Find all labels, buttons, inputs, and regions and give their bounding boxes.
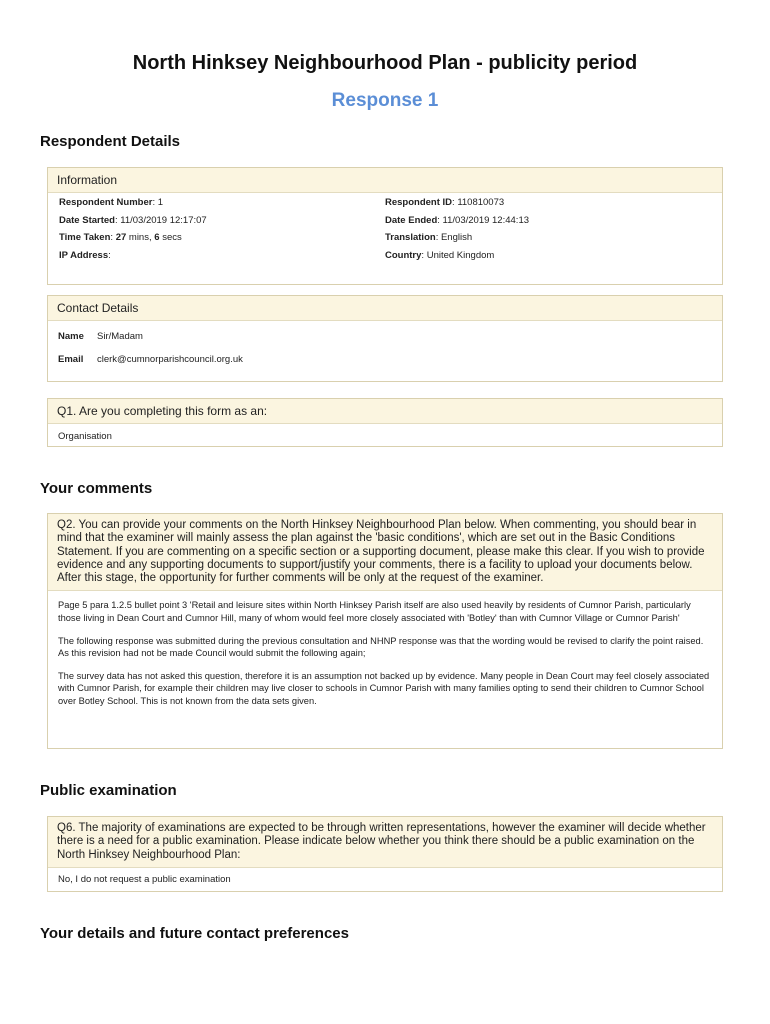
time-taken-label: Time Taken: [59, 232, 111, 243]
date-ended-row: Date Ended: 11/03/2019 12:44:13: [385, 214, 530, 226]
date-started-row: Date Started: 11/03/2019 12:17:07: [59, 214, 207, 226]
contact-email-row: [58, 354, 712, 377]
information-grid: [48, 193, 722, 285]
contact-name-value: Sir/Madam: [97, 331, 143, 342]
ip-address-row: IP Address:: [59, 249, 111, 261]
date-ended-label: Date Ended: [385, 214, 438, 226]
translation-row: Translation: English: [385, 232, 473, 243]
q2-question: Q2. You can provide your comments on the North Hinksey Neighbourhood Plan below. When commenting, you should bear in mind that the examiner will mainly assess the plan against the 'basic conditions', which are set out in the Basic Conditions Statement. If you are commenting on a specific section or a supporting document, please make this clear. If you wish to provide evidence and any supporting documents to support/justify your comments, there is a facility to upload your documents below. After this stage, the opportunity for further comments will be only at the request of the examiner.: [48, 514, 722, 591]
information-right-column: [385, 197, 529, 267]
contact-details-box: [47, 295, 723, 382]
country-value: United Kingdom: [426, 249, 495, 261]
q1-answer: Organisation: [58, 431, 112, 442]
your-comments-heading: Your comments: [40, 480, 153, 497]
response-title: Response 1: [331, 90, 439, 111]
q6-box: [47, 816, 723, 892]
q6-question: Q6. The majority of examinations are expected to be through written representations, however the examiner will decide whether there is a need for a public examination. Please indicate below whether you think there should be a public examination on the North Hinksey Neighbourhood Plan:: [48, 817, 722, 868]
date-ended-value: 11/03/2019 12:44:13: [442, 214, 530, 226]
public-examination-heading: Public examination: [40, 782, 177, 799]
time-taken-mins-unit: mins,: [128, 232, 152, 243]
respondent-number-value: 1: [157, 197, 164, 208]
translation-value: English: [440, 232, 473, 243]
date-started-value: 11/03/2019 12:17:07: [120, 214, 207, 226]
information-left-column: [59, 197, 207, 267]
contact-email-label: Email: [58, 354, 84, 365]
respondent-id-label: Respondent ID: [385, 197, 453, 208]
contact-name-row: [58, 331, 712, 354]
translation-label: Translation: [385, 232, 436, 243]
future-contact-heading: Your details and future contact preferences: [40, 925, 349, 942]
respondent-id-row: Respondent ID: 110810073: [385, 197, 505, 208]
country-label: Country: [385, 249, 422, 261]
time-taken-mins: 27: [115, 232, 127, 243]
contact-email-value[interactable]: clerk@cumnorparishcouncil.org.uk: [97, 354, 243, 365]
q2-answer: [48, 591, 722, 713]
q2-answer-paragraph: The survey data has not asked this question, therefore it is an assumption not backed up by evidence. Many people in Dean Court may feel closely associated with Cumnor Parish, for example their children may live closer to schools in Cumnor Parish with many families opting to send their children to Cumnor School over Botley School. This is not known from the data sets given.: [58, 670, 710, 707]
q1-question: Q1. Are you completing this form as an:: [48, 399, 722, 424]
respondent-number-row: Respondent Number: 1: [59, 197, 164, 208]
page-title: North Hinksey Neighbourhood Plan - publicity period: [132, 52, 638, 74]
respondent-number-label: Respondent Number: [59, 197, 153, 208]
q2-answer-paragraph: The following response was submitted during the previous consultation and NHNP response was that the wording would be revised to clarify the point raised. As this revision had not be made Council would submit the following again;: [58, 635, 704, 659]
time-taken-secs: 6: [154, 232, 160, 243]
date-started-label: Date Started: [59, 214, 115, 226]
ip-address-label: IP Address: [59, 249, 109, 261]
respondent-id-value: 110810073: [457, 197, 505, 208]
q6-answer: No, I do not request a public examination: [58, 873, 231, 885]
time-taken-secs-unit: secs: [162, 232, 182, 243]
contact-details-header: Contact Details: [48, 296, 722, 321]
information-box: [47, 167, 723, 285]
contact-name-label: Name: [58, 331, 84, 342]
time-taken-row: Time Taken: 27 mins, 6 secs: [59, 232, 182, 243]
q2-answer-paragraph: Page 5 para 1.2.5 bullet point 3 'Retail and leisure sites within North Hinksey Parish itself are also used heavily by residents of Cumnor Parish, particularly those living in Dean Court and Cumnor Hill, many of whom would feel more closely associated with 'Botley' than with Cumnor Village or Cumnor Parish': [58, 600, 691, 624]
information-box-header: Information: [48, 168, 722, 193]
country-row: Country: United Kingdom: [385, 249, 495, 261]
q2-box: [47, 513, 723, 749]
respondent-details-heading: Respondent Details: [40, 133, 181, 150]
q1-box: [47, 398, 723, 447]
